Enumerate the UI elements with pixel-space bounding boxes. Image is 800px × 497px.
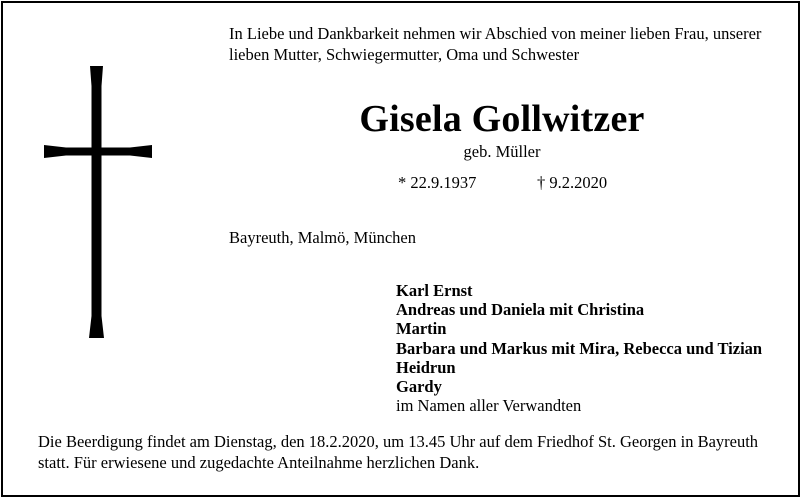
mourner-entry: Andreas und Daniela mit Christina xyxy=(396,300,645,320)
funeral-line-1: Die Beerdigung findet am Dienstag, den 18.2.2020, um 13.45 Uhr auf dem Friedhof St. Georgen in Bayreuth xyxy=(38,432,759,451)
deceased-name: Gisela Gollwitzer xyxy=(359,98,645,140)
mourners-closing: im Namen aller Verwandten xyxy=(396,396,582,416)
places-of-residence: Bayreuth, Malmö, München xyxy=(229,228,416,247)
mourners-list xyxy=(396,281,762,415)
mourner-entry: Gardy xyxy=(396,377,442,397)
birth-date: * 22.9.1937 xyxy=(398,173,477,192)
mourner-entry: Martin xyxy=(396,319,447,339)
mourner-entry: Heidrun xyxy=(396,357,456,377)
death-date: † 9.2.2020 xyxy=(537,173,608,192)
mourner-entry: Karl Ernst xyxy=(396,281,473,300)
intro-line-2: lieben Mutter, Schwiegermutter, Oma und Schwester xyxy=(229,45,580,64)
maiden-name: geb. Müller xyxy=(463,142,541,161)
funeral-notice xyxy=(38,431,794,473)
funeral-line-2: statt. Für erwiesene und zugedachte Anteilnahme herzlichen Dank. xyxy=(38,453,480,472)
mourner-entry: Barbara und Markus mit Mira, Rebecca und Tizian xyxy=(396,338,763,358)
intro-text xyxy=(229,23,789,65)
cross-vertical-beam xyxy=(89,66,104,338)
intro-line-1: In Liebe und Dankbarkeit nehmen wir Abschied von meiner lieben Frau, unserer xyxy=(229,24,762,43)
latin-cross-icon xyxy=(44,66,152,338)
